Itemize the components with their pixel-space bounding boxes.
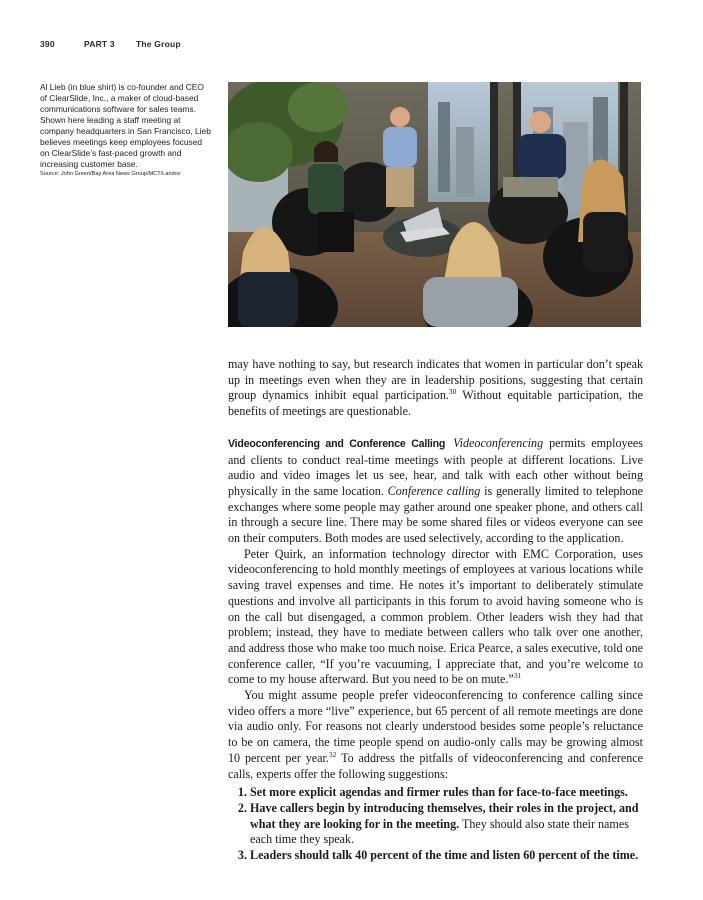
meeting-photo-icon <box>228 82 641 327</box>
p1-text-a: may have nothing to say, but research indicates that women in particular don’t speak up in meetings even when they are in leadership positions, suggesting that certain group dynamics inhibit equal participation. <box>228 357 643 403</box>
footnote-ref-32: 32 <box>328 749 337 759</box>
caption-source: Source: John Green/Bay Area News Group/MCT/Landov <box>40 171 181 177</box>
list-item-bold: Have callers begin by introducing themselves, their roles in the project, and what they are looking for in the meeting. <box>250 800 639 831</box>
paragraph-1 <box>228 357 643 420</box>
footnote-ref-30: 30 <box>448 387 457 397</box>
p1-text-b: Without equitable participation, the benefits of meetings are questionable. <box>228 388 643 419</box>
meeting-photo <box>228 82 641 327</box>
list-item-bold: Leaders should talk 40 percent of the time and listen 60 percent of the time. <box>250 848 639 863</box>
p3-text: Peter Quirk, an information technology director with EMC Corporation, uses videoconferencing to hold monthly meetings of employees at various locations while saving travel expenses and time. He notes it’s important to deliberately stimulate questions and involve all participants in this forum to avoid having someone who is on the call but disengaged, a common problem. Other leaders wish they had that problem; instead, they have to mediate between callers who talk over one another, and address those who make too much noise. Erica Pearce, a sales executive, told one conference caller, “If you’re vacuuming, I appreciate that, and you’re welcome to come to my house afterward. But you need to be on mute.” <box>228 546 643 687</box>
suggestions-list <box>228 785 643 864</box>
section-title: The Group <box>136 39 181 49</box>
footnote-ref-31: 31 <box>513 671 522 681</box>
p4-text-a: You might assume people prefer videoconferencing to conference calling since video offers a more “live” experience, but 65 percent of all remote meetings are done via audio only. For reasons not clearly understood besides some people’s reluctance to be on camera, the time people spend on audio-only calls may be growing almost 10 percent per year. <box>228 688 643 765</box>
page-number: 390 <box>40 39 55 49</box>
paragraph-4 <box>228 688 643 782</box>
paragraph-2 <box>228 436 643 547</box>
caption-text: Al Lieb (in blue shirt) is co-founder and CEO of ClearSlide, Inc., a maker of cloud-based communications software for sales teams. Shown here leading a staff meeting at company headquarters in San Francisco, Lieb believes meetings keep employees focused on ClearSlide’s fast-paced growth and increasing customer base. <box>40 82 211 169</box>
subhead-videoconferencing: Videoconferencing and Conference Calling <box>228 437 446 450</box>
list-item <box>250 848 643 864</box>
list-item <box>250 785 643 801</box>
running-header <box>40 39 181 49</box>
term-videoconferencing: Videoconferencing <box>453 435 544 450</box>
paragraph-3 <box>228 547 643 688</box>
p4-text-b: To address the pitfalls of videoconferencing and conference calls, experts offer the following suggestions: <box>228 750 644 781</box>
body-text <box>228 357 643 864</box>
term-conference-calling: Conference calling <box>387 483 481 498</box>
p2-text-a: permits employees and clients to conduct real-time meetings with people at different locations. Live audio and video images let us see, hear, and talk with each other without being physically in the same location. <box>228 435 643 498</box>
p2-text-b: is generally limited to telephone exchanges where some people may gather around one speaker phone, and others call in through a secure line. There may be some shared files or videos everyone can see on their computers. Both modes are used selectively, according to the application. <box>228 483 643 546</box>
part-label: PART 3 <box>84 39 115 49</box>
list-item-rest: They should also state their names each time they speak. <box>250 816 629 847</box>
list-item-bold: Set more explicit agendas and firmer rules than for face-to-face meetings. <box>250 785 628 800</box>
list-item <box>250 801 643 848</box>
photo-caption <box>40 82 212 178</box>
